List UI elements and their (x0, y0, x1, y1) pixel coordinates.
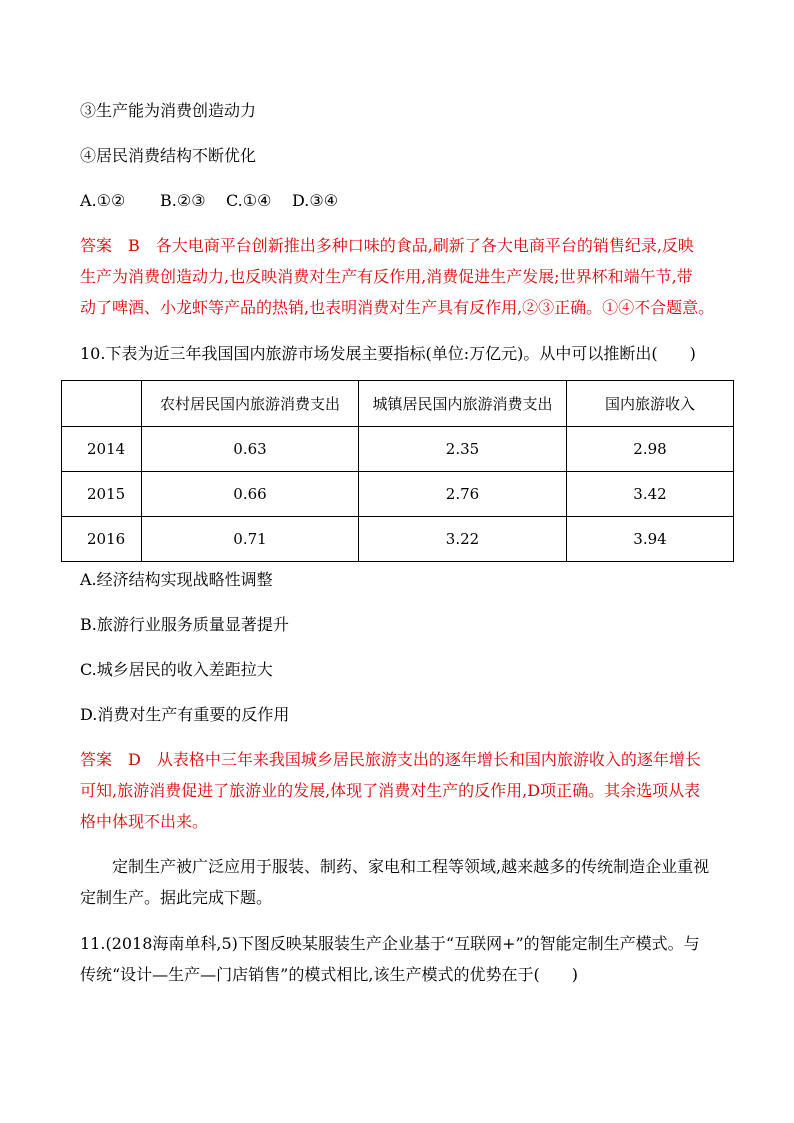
question-10-option-a: A.经济结构实现战略性调整 (80, 570, 273, 589)
table-cell: 0.66 (142, 472, 359, 517)
choice-a: A.①② (80, 191, 126, 210)
table-header-cell (62, 381, 142, 427)
table-cell: 2015 (62, 472, 142, 517)
question-11-line-1: 11.(2018海南单科,5)下图反映某服装生产企业基于“互联网+”的智能定制生产模式。与 (80, 934, 700, 953)
table-cell: 0.63 (142, 427, 359, 472)
question-10-option-d: D.消费对生产有重要的反作用 (80, 705, 290, 724)
table-cell: 2.35 (359, 427, 567, 472)
choice-row (80, 191, 338, 211)
tourism-table (61, 380, 734, 562)
table-header-cell: 城镇居民国内旅游消费支出 (359, 381, 567, 427)
passage-line-1: 定制生产被广泛应用于服装、制药、家电和工程等领域,越来越多的传统制造企业重视 (80, 857, 710, 876)
table-header-cell: 国内旅游收入 (567, 381, 734, 427)
question-11-line-2: 传统“设计—生产—门店销售”的模式相比,该生产模式的优势在于( ) (80, 965, 578, 984)
answer-9-line-3: 动了啤酒、小龙虾等产品的热销,也表明消费对生产具有反作用,②③正确。①④不合题意。 (80, 298, 715, 317)
choice-b: B.②③ (160, 191, 206, 210)
table-row (62, 427, 734, 472)
answer-10-line-3: 格中体现不出来。 (80, 812, 209, 831)
table-header-cell: 农村居民国内旅游消费支出 (142, 381, 359, 427)
answer-9-line-2: 生产为消费创造动力,也反映消费对生产有反作用,消费促进生产发展;世界杯和端午节,带 (80, 267, 693, 286)
answer-10-line-2: 可知,旅游消费促进了旅游业的发展,体现了消费对生产的反作用,D项正确。其余选项从表 (80, 781, 701, 800)
table-row (62, 517, 734, 562)
choice-c: C.①④ (226, 191, 272, 210)
table-cell: 2016 (62, 517, 142, 562)
table-cell: 2.76 (359, 472, 567, 517)
option-3: ③生产能为消费创造动力 (80, 101, 257, 120)
option-4: ④居民消费结构不断优化 (80, 146, 257, 165)
table-header-row (62, 381, 734, 427)
table-cell: 2.98 (567, 427, 734, 472)
table-row (62, 472, 734, 517)
table-cell: 0.71 (142, 517, 359, 562)
question-10-option-b: B.旅游行业服务质量显著提升 (80, 615, 289, 634)
answer-9-line-1: 答案 B 各大电商平台创新推出多种口味的食品,刷新了各大电商平台的销售纪录,反映 (80, 236, 694, 255)
passage-line-2: 定制生产。据此完成下题。 (80, 888, 273, 907)
choice-d: D.③④ (292, 191, 339, 210)
answer-10-line-1: 答案 D 从表格中三年来我国城乡居民旅游支出的逐年增长和国内旅游收入的逐年增长 (80, 750, 701, 769)
question-10-stem: 10.下表为近三年我国国内旅游市场发展主要指标(单位:万亿元)。从中可以推断出( ) (80, 344, 696, 363)
table-cell: 3.94 (567, 517, 734, 562)
question-10-option-c: C.城乡居民的收入差距拉大 (80, 660, 273, 679)
table-cell: 2014 (62, 427, 142, 472)
table-cell: 3.22 (359, 517, 567, 562)
table-cell: 3.42 (567, 472, 734, 517)
